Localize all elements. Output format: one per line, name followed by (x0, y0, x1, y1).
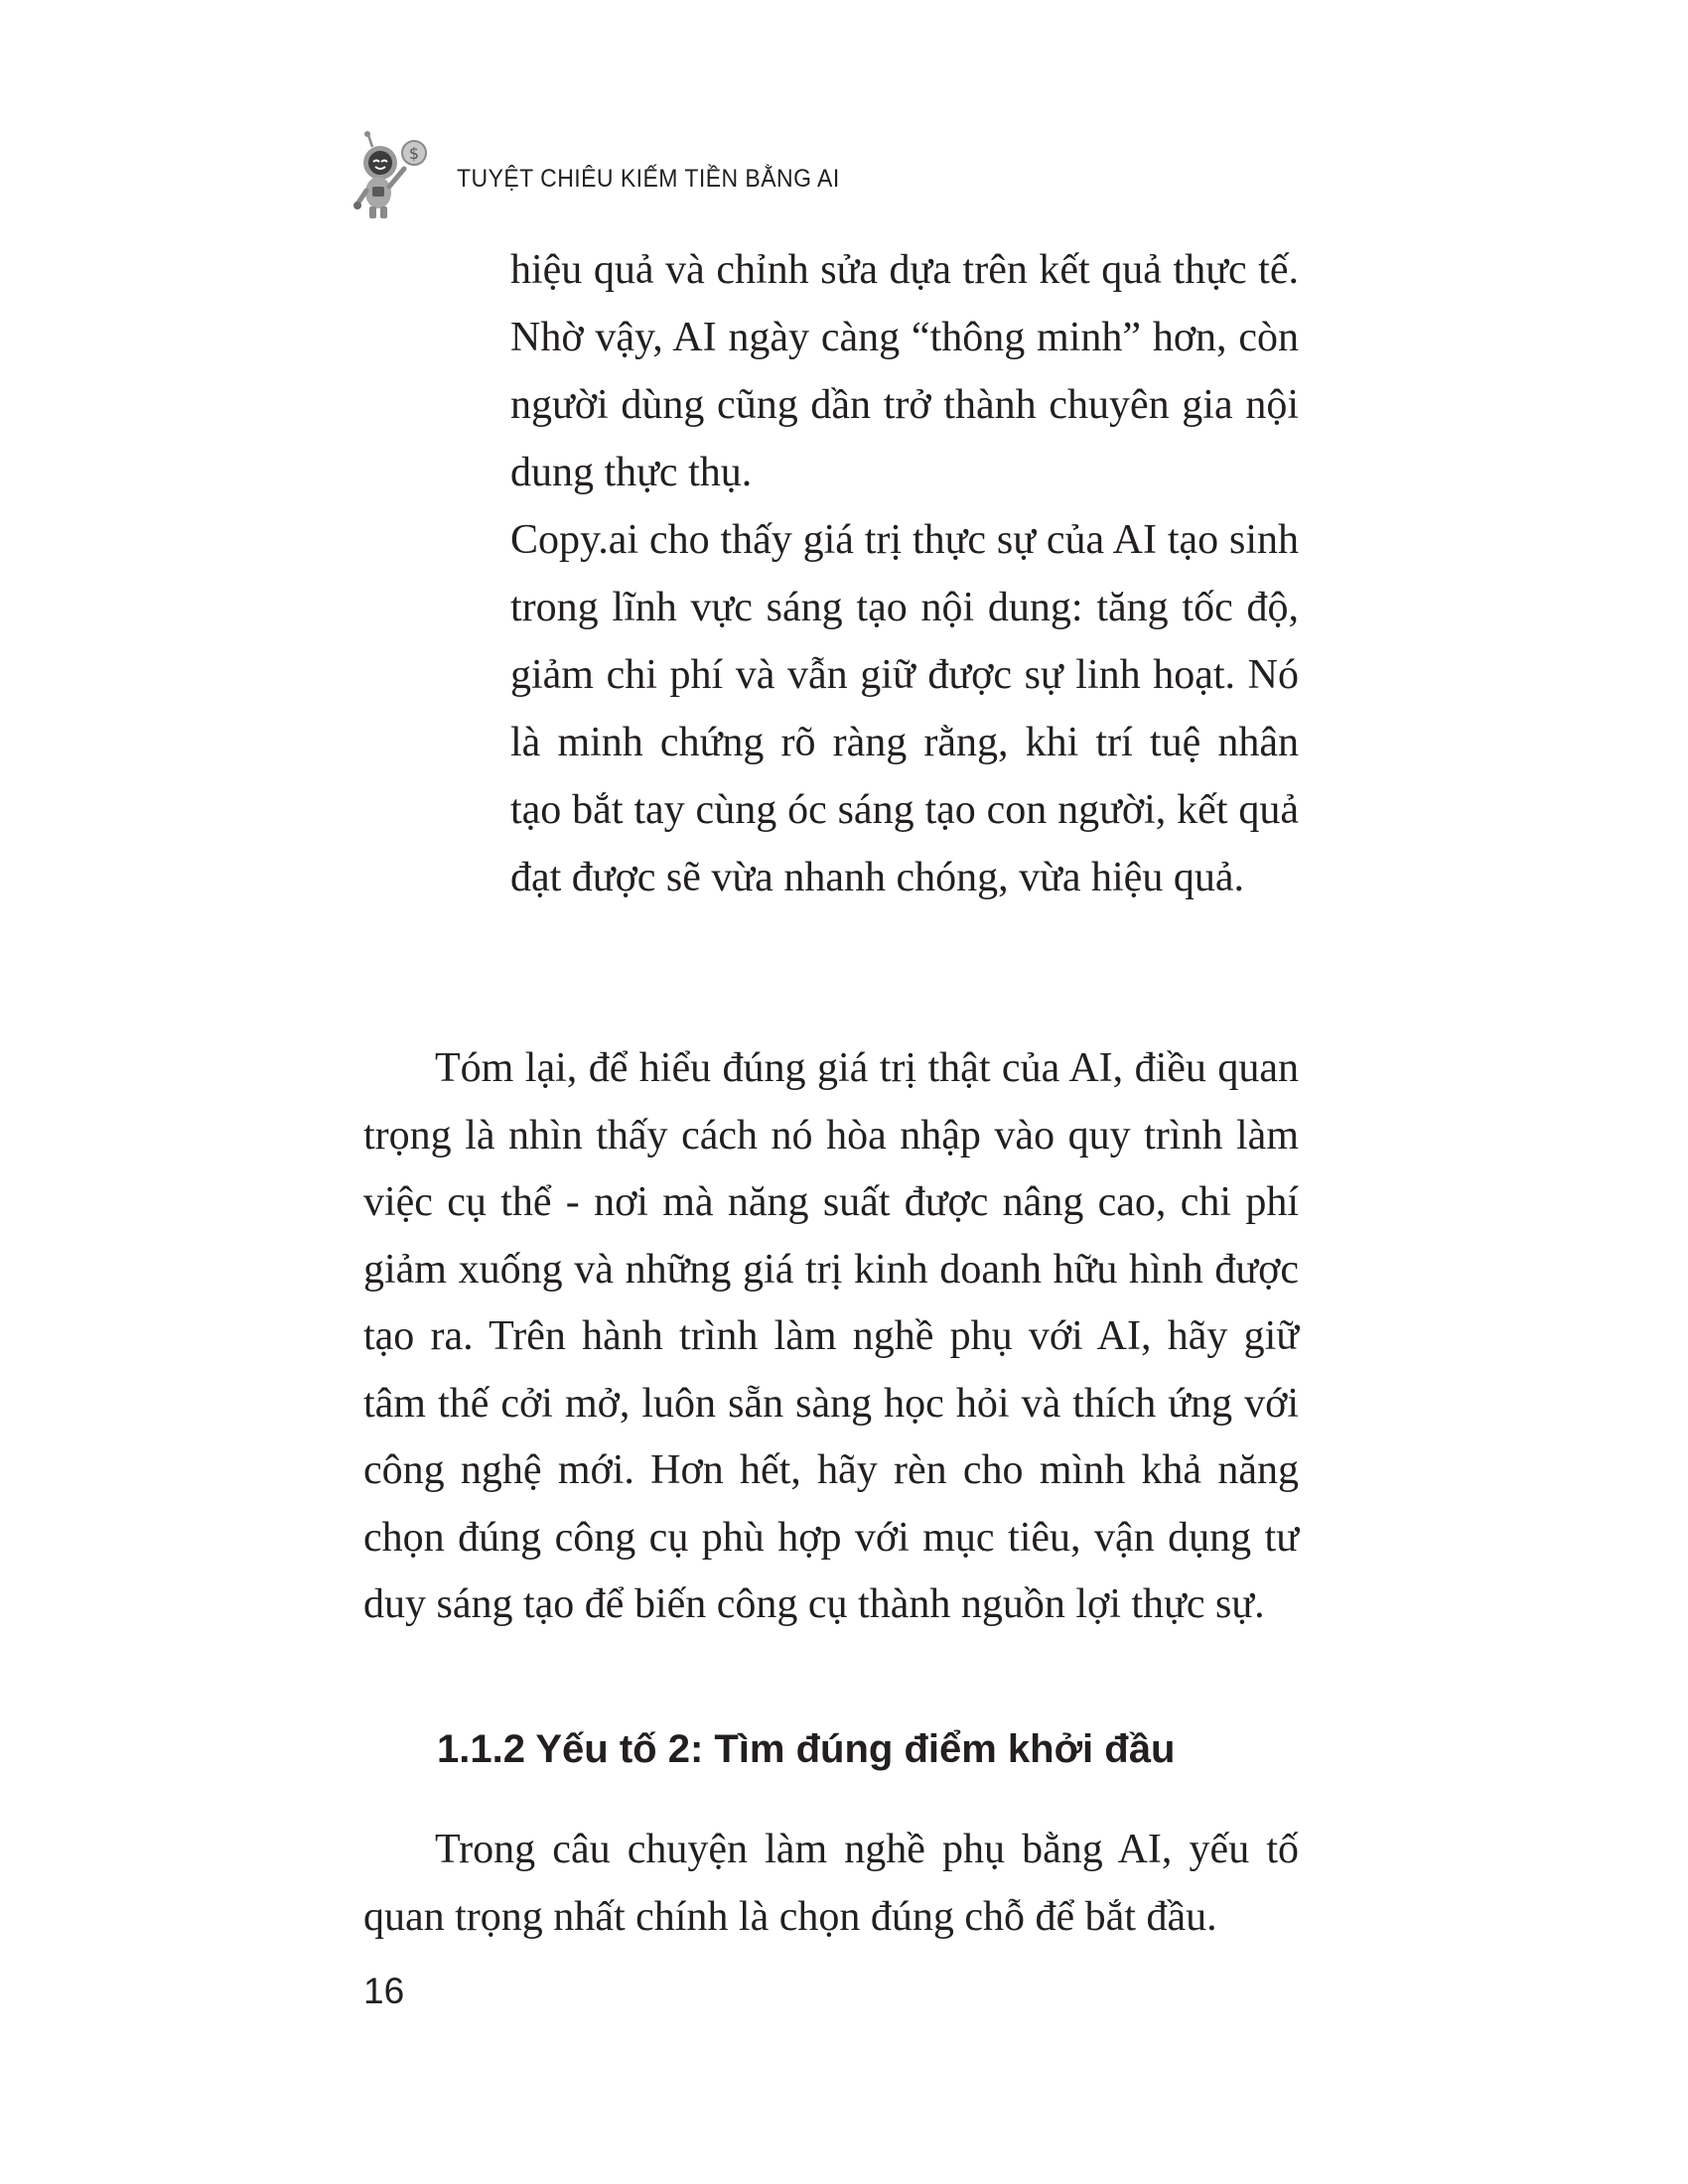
indented-paragraph: hiệu quả và chỉnh sửa dựa trên kết quả thực tế. Nhờ vậy, AI ngày càng “thông minh” hơn, còn người dùng cũng dần trở thành chuyên gia nội dung thực thụ. (510, 247, 1299, 495)
running-header-title: TUYỆT CHIÊU KIẾM TIỀN BẰNG AI (457, 165, 840, 193)
svg-text:$: $ (408, 144, 420, 163)
indented-paragraph: Copy.ai cho thấy giá trị thực sự của AI tạo sinh trong lĩnh vực sáng tạo nội dung: tăng tốc độ, giảm chi phí và vẫn giữ được sự linh hoạt. Nó là minh chứng rõ ràng rằng, khi trí tuệ nhân tạo bắt tay cùng óc sáng tạo con người, kết quả đạt được sẽ vừa nhanh chóng, vừa hiệu quả. (510, 517, 1299, 900)
section-intro-paragraph: Trong câu chuyện làm nghề phụ bằng AI, yếu tố quan trọng nhất chính là chọn đúng chỗ để bắt đầu. (363, 1827, 1299, 1940)
summary-paragraph: Tóm lại, để hiểu đúng giá trị thật của AI, điều quan trọng là nhìn thấy cách nó hòa nhập vào quy trình làm việc cụ thể - nơi mà năng suất được nâng cao, chi phí giảm xuống và những giá trị kinh doanh hữu hình được tạo ra. Trên hành trình làm nghề phụ với AI, hãy giữ tâm thế cởi mở, luôn sẵn sàng học hỏi và thích ứng với công nghệ mới. Hơn hết, hãy rèn cho mình khả năng chọn đúng công cụ phù hợp với mục tiêu, vận dụng tư duy sáng tạo để biến công cụ thành nguồn lợi thực sự. (363, 1045, 1299, 1627)
section-heading: 1.1.2 Yếu tố 2: Tìm đúng điểm khởi đầu (437, 1727, 1176, 1771)
robot-with-dollar-coin-icon (343, 129, 452, 238)
indented-block (510, 236, 1299, 911)
page-number: 16 (363, 1971, 405, 2011)
